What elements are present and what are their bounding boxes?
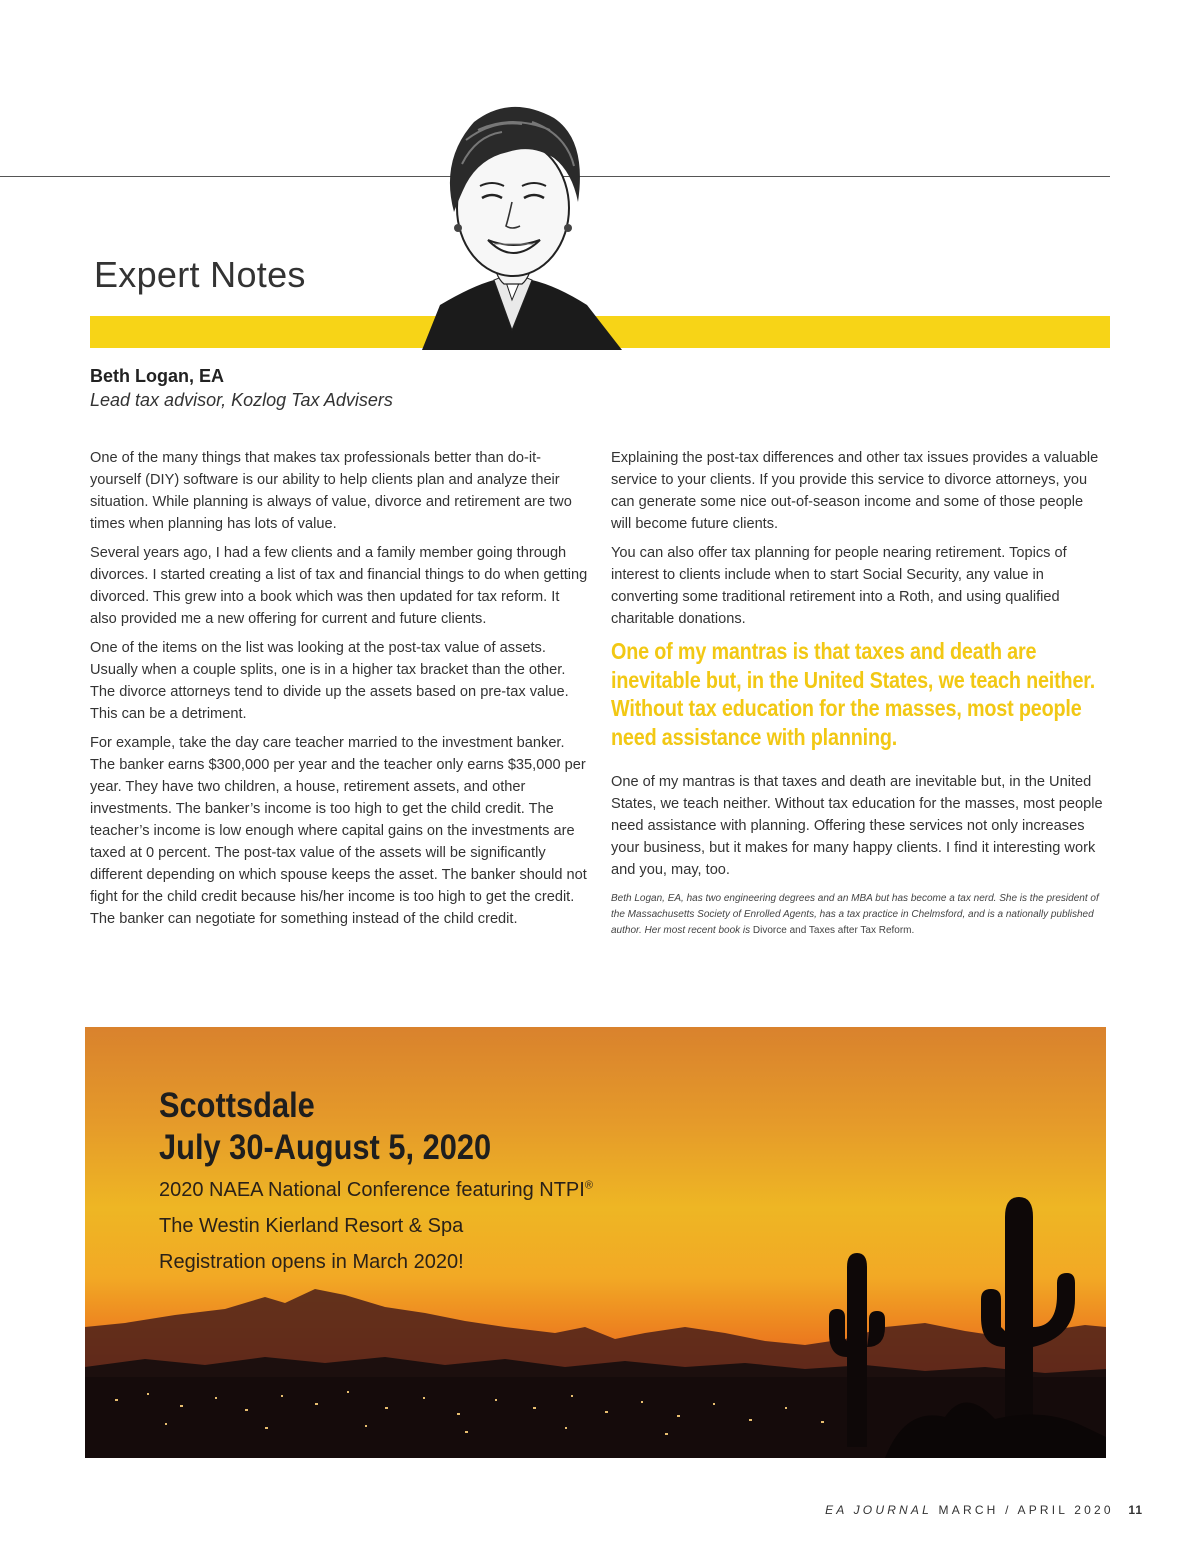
footer-issue: MARCH / APRIL 2020 [938, 1503, 1114, 1517]
article-left-column [90, 447, 590, 937]
author-name: Beth Logan, EA [90, 366, 224, 386]
author-title: Lead tax advisor, Kozlog Tax Advisers [90, 390, 393, 410]
author-bio-text: Beth Logan, EA, has two engineering degrees and an MBA but has become a tax nerd. She is the president of the Massachusetts Society of Enrolled Agents, has a tax practice in Chelmsford, and is a nationally published author. Her most recent book is [611, 893, 1099, 936]
article-paragraph: One of the many things that makes tax professionals better than do-it-yourself (DIY) software is our ability to help clients plan and analyze their situation. While planning is always of value, divorce and retirement are two times when planning has lots of value. [90, 450, 572, 532]
banner-event-text: 2020 NAEA National Conference featuring NTPI [159, 1179, 585, 1201]
author-bio [611, 891, 1107, 939]
article-paragraph: Several years ago, I had a few clients and a family member going through divorces. I started creating a list of tax and financial things to do when getting divorced. This grew into a book which was then updated for tax reform. It also provided me a new offering for current and future clients. [90, 545, 588, 627]
author-portrait [382, 100, 642, 350]
author-bio-book-title: Divorce and Taxes after Tax Reform. [752, 925, 915, 936]
article-paragraph: Explaining the post-tax differences and other tax issues provides a valuable service to your clients. If you provide this service to divorce attorneys, you can generate some nice out-of-season income and some of those people will become future clients. [611, 450, 1099, 532]
banner-dates: July 30-August 5, 2020 [159, 1128, 492, 1167]
banner-registration: Registration opens in March 2020! [159, 1251, 464, 1273]
article-paragraph: For example, take the day care teacher married to the investment banker. The banker earns $300,000 per year and the teacher only earns $35,000 per year. They have two children, a house, retirement assets, and other investments. The banker’s income is too high to get the child credit. The teacher’s income is low enough where capital gains on the investments are taxed at 0 percent. The post-tax value of the assets will be significantly different depending on which spouse keeps the asset. The banker should not fight for the child credit because his/her income is too high to get the credit. The banker can negotiate for something instead of the child credit. [90, 735, 587, 927]
article-paragraph: You can also offer tax planning for people nearing retirement. Topics of interest to clients include when to start Social Security, any value in converting some traditional retirement into a Roth, and using qualified charitable donations. [611, 545, 1067, 627]
section-title: Expert Notes [94, 254, 306, 295]
page-number: 11 [1128, 1503, 1143, 1517]
banner-city: Scottsdale [159, 1086, 315, 1125]
registered-mark: ® [584, 1179, 593, 1192]
article-right-column [611, 447, 1107, 946]
article-paragraph: One of the items on the list was looking at the post-tax value of assets. Usually when a couple splits, one is in a higher tax bracket than the other. The divorce attorneys tend to divide up the assets based on pre-tax value. This can be a detriment. [90, 640, 569, 722]
page-footer [825, 1503, 1143, 1517]
conference-banner [85, 1027, 1106, 1458]
footer-publication: EA JOURNAL [825, 1503, 932, 1517]
banner-event [159, 1179, 593, 1202]
banner-venue: The Westin Kierland Resort & Spa [159, 1215, 464, 1237]
article-paragraph: One of my mantras is that taxes and death are inevitable but, in the United States, we teach neither. Without tax education for the masses, most people need assistance with planning. Offering these services not only increases your business, but it makes for many happy clients. I find it interesting work and you, may, too. [611, 774, 1103, 878]
pull-quote: One of my mantras is that taxes and death are inevitable but, in the United States, we teach neither. Without tax education for the masses, most people need assistance with planning. [611, 638, 1096, 750]
